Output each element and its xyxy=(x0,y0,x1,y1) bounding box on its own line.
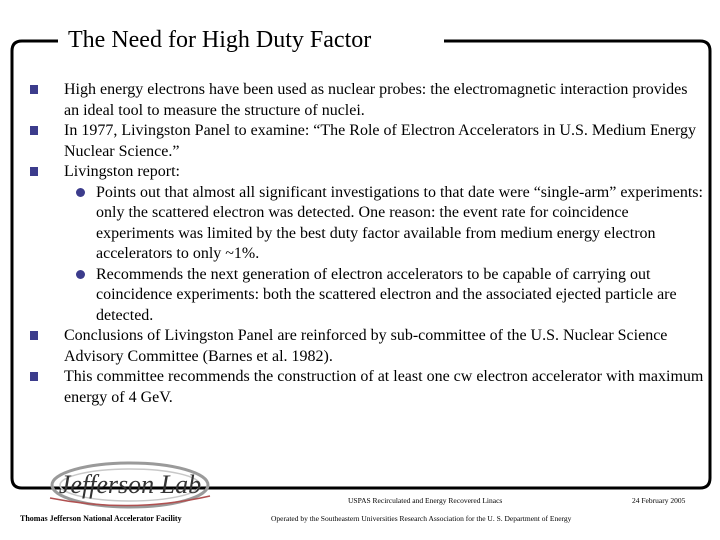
sub-bullet-item xyxy=(14,183,704,265)
jefferson-lab-logo xyxy=(40,456,220,514)
bullet-item xyxy=(14,162,704,183)
square-bullet-icon xyxy=(30,85,38,94)
footer-course: USPAS Recirculated and Energy Recovered Linacs xyxy=(348,496,503,505)
logo-wordmark: Jefferson Lab xyxy=(58,470,202,499)
bullet-text: High energy electrons have been used as nuclear probes: the electromagnetic interaction provides an ideal tool to measure the structure of nuclei. xyxy=(64,81,688,119)
bullet-item xyxy=(14,326,704,367)
square-bullet-icon xyxy=(30,372,38,381)
bullet-item xyxy=(14,367,704,408)
bullet-text: In 1977, Livingston Panel to examine: “The Role of Electron Accelerators in U.S. Medium Energy Nuclear Science.” xyxy=(64,122,696,160)
bullet-text: Conclusions of Livingston Panel are reinforced by sub-committee of the U.S. Nuclear Science Advisory Committee (Barnes et al. 1982). xyxy=(64,327,668,365)
round-bullet-icon xyxy=(76,188,85,197)
sub-bullet-text: Recommends the next generation of electron accelerators to be capable of carrying out coincidence experiments: both the scattered electron and the associated ejected particle are detected. xyxy=(96,265,677,324)
slide-content xyxy=(14,80,704,408)
bullet-item xyxy=(14,80,704,121)
slide-title: The Need for High Duty Factor xyxy=(62,24,377,56)
bullet-text: This committee recommends the construction of at least one cw electron accelerator with maximum energy of 4 GeV. xyxy=(64,368,704,406)
bullet-item xyxy=(14,121,704,162)
round-bullet-icon xyxy=(76,270,85,279)
footer-operated-by: Operated by the Southeastern Universities Research Association for the U. S. Department of Energy xyxy=(271,514,572,523)
square-bullet-icon xyxy=(30,126,38,135)
footer-date: 24 February 2005 xyxy=(632,496,686,505)
sub-bullet-item xyxy=(14,265,704,327)
footer-facility: Thomas Jefferson National Accelerator Facility xyxy=(20,514,182,523)
square-bullet-icon xyxy=(30,331,38,340)
sub-bullet-text: Points out that almost all significant investigations to that date were “single-arm” experiments: only the scattered electron was detected. One reason: the event rate for coincidence experiments was limited by the best duty factor available from medium energy electron accelerators to only ~1%. xyxy=(96,183,703,262)
bullet-text: Livingston report: xyxy=(64,163,180,180)
square-bullet-icon xyxy=(30,167,38,176)
